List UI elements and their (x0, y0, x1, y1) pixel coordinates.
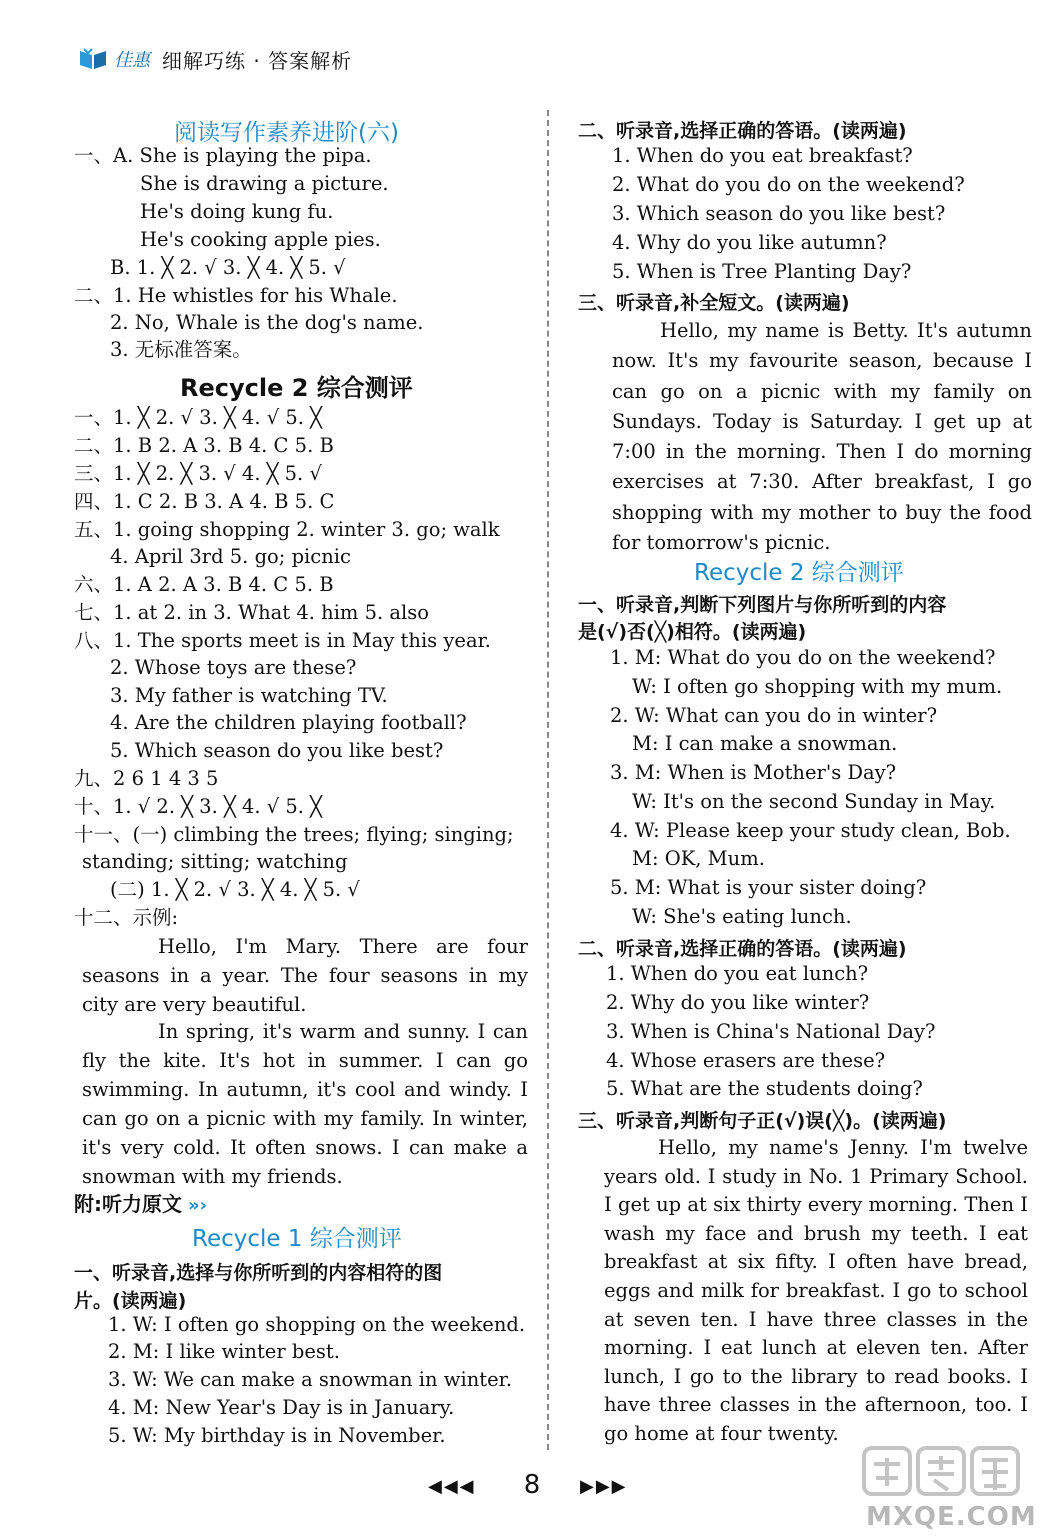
page-number: 8 (523, 1470, 541, 1500)
next-page-icon[interactable]: ▶▶▶ (580, 1476, 628, 1497)
script-line: 3. M: When is Mother's Day? (610, 761, 897, 784)
previous-page-icon[interactable]: ◀◀◀ (428, 1476, 476, 1497)
section-title: Recycle 2 综合测评 (180, 374, 413, 402)
answer-line: 4. Are the children playing football? (110, 711, 467, 734)
question-heading: 一、听录音,判断下列图片与你所听到的内容 (578, 594, 947, 616)
script-line: 3. W: We can make a snowman in winter. (108, 1368, 513, 1391)
double-chevron-icon: »› (188, 1195, 208, 1216)
script-line: 2. Why do you like winter? (606, 991, 870, 1014)
book-title: 细解巧练 · 答案解析 (162, 48, 353, 73)
answer-line: 十一、(一) climbing the trees; flying; singing; (74, 823, 514, 846)
script-line: 2. M: I like winter best. (108, 1340, 340, 1363)
section-title: Recycle 2 综合测评 (694, 560, 904, 586)
brand-name: 佳惠 (114, 50, 150, 71)
page-header (78, 44, 352, 74)
script-line: 4. Whose erasers are these? (606, 1049, 886, 1072)
answer-line: 一、A. She is playing the pipa. (74, 144, 372, 167)
script-line: 1. When do you eat lunch? (606, 962, 869, 985)
script-line: W: I often go shopping with my mum. (632, 675, 1003, 698)
answer-line: 2. Whose toys are these? (110, 656, 357, 679)
appendix-label: 附:听力原文 (74, 1192, 182, 1216)
question-heading: 是(√)否(╳)相符。(读两遍) (578, 621, 807, 643)
script-line: W: She's eating lunch. (632, 905, 852, 928)
answer-line: 一、1. ╳ 2. √ 3. ╳ 4. √ 5. ╳ (74, 406, 322, 429)
question-heading: 三、听录音,判断句子正(√)误(╳)。(读两遍) (578, 1110, 947, 1132)
answer-line: 2. No, Whale is the dog's name. (110, 311, 424, 334)
answer-line: 3. My father is watching TV. (110, 684, 388, 707)
appendix-heading (74, 1188, 207, 1217)
script-line: 4. Why do you like autumn? (612, 231, 887, 254)
script-line: M: I can make a snowman. (632, 732, 898, 755)
answer-line: standing; sitting; watching (82, 850, 348, 873)
script-line: 4. M: New Year's Day is in January. (108, 1396, 455, 1419)
sample-essay-para2: In spring, it's warm and sunny. I can fly the kite. It's hot in summer. I can go swimming. In autumn, it's cool and windy. I can go on a picnic with my family. In winter, it's very cold. It often snows. I can make a snowman with my friends. (82, 1020, 528, 1188)
question-heading: 三、听录音,补全短文。(读两遍) (578, 292, 850, 314)
answer-line: He's cooking apple pies. (140, 228, 381, 251)
script-line: 4. W: Please keep your study clean, Bob. (610, 819, 1011, 842)
script-line: 5. What are the students doing? (606, 1077, 923, 1100)
answer-line: B. 1. ╳ 2. √ 3. ╳ 4. ╳ 5. √ (110, 256, 346, 279)
watermark-text: MXQE.COM (866, 1502, 1037, 1532)
question-heading: 一、听录音,选择与你所听到的内容相符的图 (74, 1262, 443, 1284)
section-title: 阅读写作素养进阶(六) (174, 120, 399, 146)
script-line: 1. M: What do you do on the weekend? (610, 646, 996, 669)
script-line: M: OK, Mum. (632, 847, 765, 870)
section-title: Recycle 1 综合测评 (192, 1226, 402, 1252)
script-line: 5. M: What is your sister doing? (610, 876, 927, 899)
script-line: 5. When is Tree Planting Day? (612, 260, 912, 283)
answer-line: 三、1. ╳ 2. ╳ 3. √ 4. ╳ 5. √ (74, 462, 322, 485)
script-line: 3. Which season do you like best? (612, 202, 946, 225)
answer-line: 5. Which season do you like best? (110, 739, 444, 762)
answer-line: (二) 1. ╳ 2. √ 3. ╳ 4. ╳ 5. √ (110, 878, 360, 901)
answer-line: 八、1. The sports meet is in May this year. (74, 629, 491, 652)
answer-line: 七、1. at 2. in 3. What 4. him 5. also (74, 601, 430, 624)
answer-line: 3. 无标准答案。 (110, 338, 252, 361)
answer-line: He's doing kung fu. (140, 200, 334, 223)
script-line: 2. W: What can you do in winter? (610, 704, 938, 727)
answer-line: She is drawing a picture. (140, 172, 389, 195)
sample-essay-para1: Hello, I'm Mary. There are four seasons in a year. The four seasons in my city are very beautiful. (82, 935, 528, 1016)
book-logo-icon (78, 47, 108, 71)
answer-line: 十二、示例: (74, 906, 179, 929)
listening-passage: Hello, my name is Betty. It's autumn now. It's my favourite season, because I can go on a picnic with my family on Sundays. Today is Saturday. I get up at 7:00 in the morning. Then I do morning exercises at 7:30. After breakfast, I go shopping with my mother to buy the food for tomorrow's picnic. (612, 319, 1032, 555)
answer-line: 九、2 6 1 4 3 5 (74, 767, 219, 790)
watermark (856, 1440, 1046, 1530)
column-divider (547, 110, 549, 1450)
script-line: 5. W: My birthday is in November. (108, 1424, 446, 1447)
answer-line: 四、1. C 2. B 3. A 4. B 5. C (74, 490, 335, 513)
listening-passage: Hello, my name's Jenny. I'm twelve years old. I study in No. 1 Primary School. I get up at six thirty every morning. Then I wash my face and brush my teeth. I eat breakfast at six fifty. I often have bread, eggs and milk for breakfast. I go to school at seven ten. I have three classes in the morning. I eat lunch at eleven ten. After lunch, I go to the library to read books. I have three classes in the afternoon, too. I go home at four twenty. (604, 1136, 1028, 1445)
script-line: 1. W: I often go shopping on the weekend. (108, 1313, 526, 1336)
answer-line: 4. April 3rd 5. go; picnic (110, 545, 351, 568)
script-line: 3. When is China's National Day? (606, 1020, 936, 1043)
question-heading: 二、听录音,选择正确的答语。(读两遍) (578, 120, 907, 142)
answer-line: 十、1. √ 2. ╳ 3. ╳ 4. √ 5. ╳ (74, 795, 322, 818)
script-line: W: It's on the second Sunday in May. (632, 790, 996, 813)
watermark-logo-icon (856, 1440, 1026, 1500)
answer-line: 二、1. He whistles for his Whale. (74, 284, 398, 307)
question-heading: 二、听录音,选择正确的答语。(读两遍) (578, 938, 907, 960)
question-heading: 片。(读两遍) (74, 1290, 187, 1312)
answer-line: 五、1. going shopping 2. winter 3. go; walk (74, 518, 500, 541)
script-line: 1. When do you eat breakfast? (612, 144, 913, 167)
answer-line: 六、1. A 2. A 3. B 4. C 5. B (74, 573, 334, 596)
script-line: 2. What do you do on the weekend? (612, 173, 965, 196)
answer-line: 二、1. B 2. A 3. B 4. C 5. B (74, 434, 334, 457)
